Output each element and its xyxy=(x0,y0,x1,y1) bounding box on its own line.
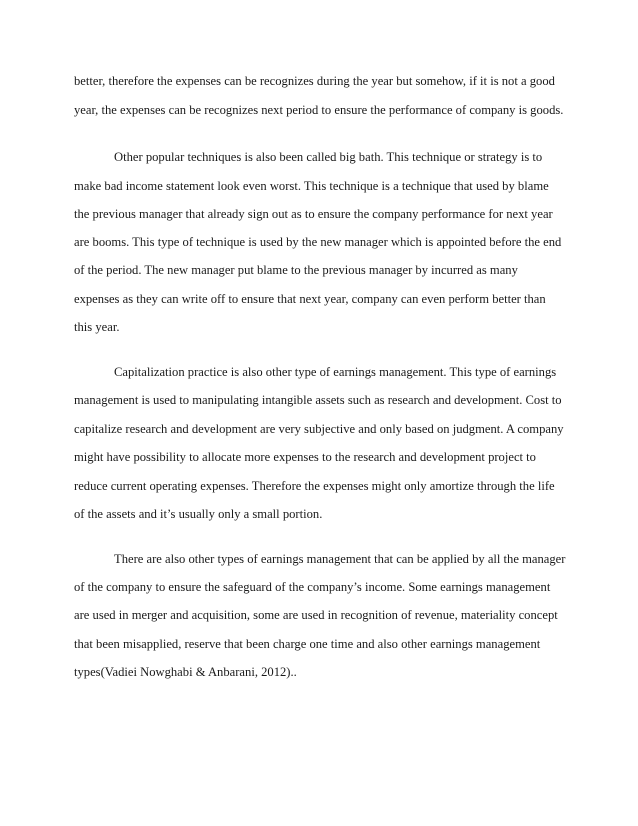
paragraph-3-line-4: might have possibility to allocate more expenses to the research and development project to xyxy=(74,450,536,464)
paragraph-2-line-1: Other popular techniques is also been called big bath. This technique or strategy is to xyxy=(114,150,543,164)
paragraph-2-line-6: expenses as they can write off to ensure that next year, company can even perform better than xyxy=(74,292,546,306)
paragraph-4-line-5: types(Vadiei Nowghabi & Anbarani, 2012).. xyxy=(74,665,297,679)
paragraph-4-line-1: There are also other types of earnings management that can be applied by all the manager xyxy=(114,552,566,566)
paragraph-3-line-1: Capitalization practice is also other type of earnings management. This type of earnings xyxy=(114,365,557,379)
paragraph-1-line-2: year, the expenses can be recognizes next period to ensure the performance of company is goods. xyxy=(74,103,564,117)
paragraph-3-line-6: of the assets and it’s usually only a small portion. xyxy=(74,507,323,521)
paragraph-3-line-3: capitalize research and development are very subjective and only based on judgment. A company xyxy=(74,422,564,436)
paragraph-2-line-2: make bad income statement look even worst. This technique is a technique that used by blame xyxy=(74,179,549,193)
paragraph-1-line-1: better, therefore the expenses can be recognizes during the year but somehow, if it is not a good xyxy=(74,74,555,88)
paragraph-2-line-3: the previous manager that already sign out as to ensure the company performance for next year xyxy=(74,207,553,221)
paragraph-3-line-2: management is used to manipulating intangible assets such as research and development. Cost to xyxy=(74,393,562,407)
paragraph-3-line-5: reduce current operating expenses. Therefore the expenses might only amortize through the life xyxy=(74,479,555,493)
paragraph-2-line-7: this year. xyxy=(74,320,120,334)
paragraph-4-line-3: are used in merger and acquisition, some are used in recognition of revenue, materiality concept xyxy=(74,608,558,622)
paragraph-2-line-4: are booms. This type of technique is used by the new manager which is appointed before the end xyxy=(74,235,562,249)
paragraph-2-line-5: of the period. The new manager put blame to the previous manager by incurred as many xyxy=(74,263,518,277)
paragraph-4-line-4: that been misapplied, reserve that been charge one time and also other earnings management xyxy=(74,637,541,651)
paragraph-4-line-2: of the company to ensure the safeguard of the company’s income. Some earnings management xyxy=(74,580,551,594)
